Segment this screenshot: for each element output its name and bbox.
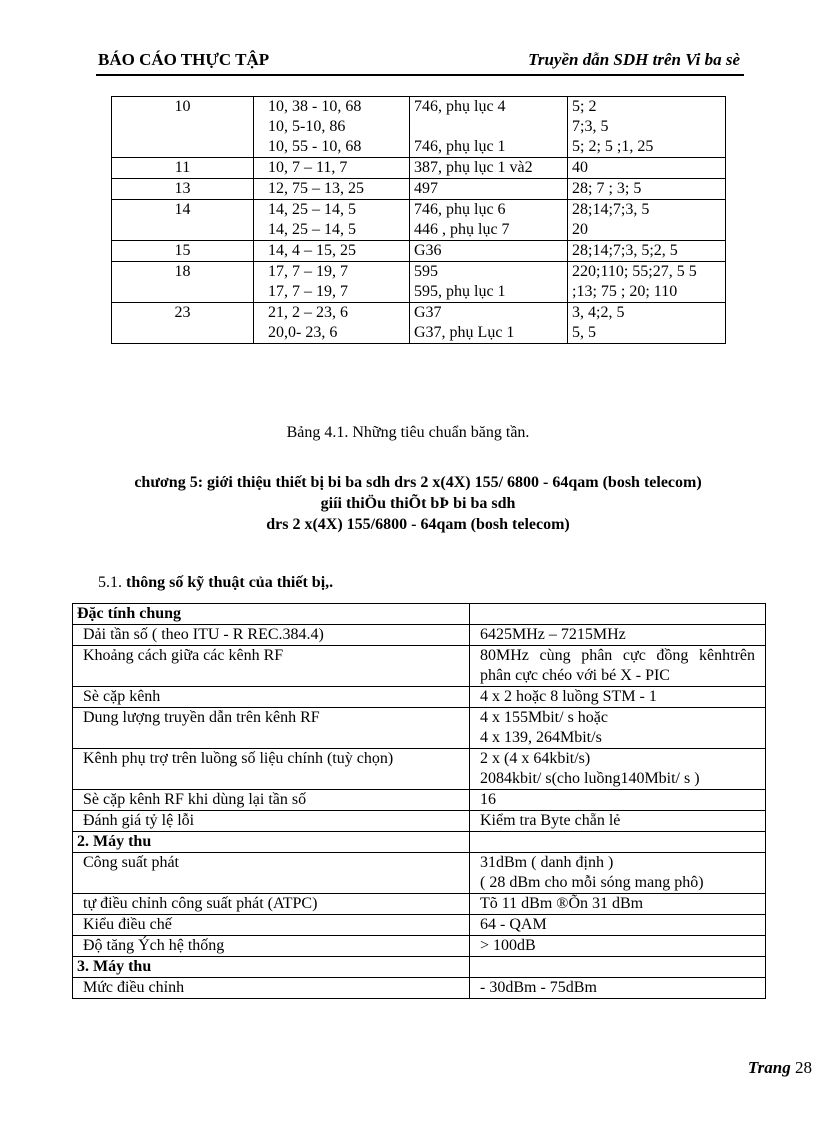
frequency-standards-table	[111, 96, 726, 344]
chapter-heading	[110, 472, 726, 535]
cell-text: 497	[414, 180, 438, 197]
table-row	[112, 97, 726, 158]
spec-label: Kiểu điều chế	[73, 915, 470, 936]
section-title: thông số kỹ thuật của thiết bị,.	[126, 574, 334, 591]
spec-row	[73, 625, 766, 646]
cell-text: 28;14;7;3, 5	[572, 201, 650, 218]
table-cell	[254, 200, 410, 241]
spec-label: Công suất phát	[73, 853, 470, 894]
spec-value-text: 2 x (4 x 64kbit/s)	[480, 750, 591, 767]
spec-row	[73, 749, 766, 790]
cell-text: 40	[572, 159, 588, 176]
table-cell	[410, 303, 568, 344]
cell-text: 20	[572, 221, 588, 238]
spec-value	[470, 625, 766, 646]
spec-label: Khoảng cách giữa các kênh RF	[73, 646, 470, 687]
cell-text: 20,0- 23, 6	[268, 324, 338, 341]
table-cell	[410, 97, 568, 158]
section-heading	[98, 574, 333, 592]
cell-text: 5; 2; 5 ;1, 25	[572, 138, 654, 155]
spec-row	[73, 894, 766, 915]
cell-text: 11	[174, 159, 191, 176]
cell-text: 746, phụ lục 6	[414, 201, 506, 218]
section-row	[73, 957, 766, 978]
cell-text: 446 , phụ lục 7	[414, 221, 510, 238]
table-cell	[568, 241, 726, 262]
spec-value	[470, 853, 766, 894]
cell-text: 28;14;7;3, 5;2, 5	[572, 242, 678, 259]
cell-text: 5; 2	[572, 98, 597, 115]
spec-value-text: 4 x 2 hoặc 8 luồng STM - 1	[480, 688, 657, 705]
cell-text: 17, 7 – 19, 7	[268, 283, 348, 300]
spec-value	[470, 978, 766, 999]
table-cell	[410, 241, 568, 262]
spec-value-text: 80MHz cùng phân cực đồng kênhtrên phân cực chéo với bé X - PIC	[480, 647, 755, 684]
cell-text: 12, 75 – 13, 25	[268, 180, 364, 197]
cell-text: 746, phụ lục 4	[414, 98, 506, 115]
spec-value-text: ( 28 dBm cho mỗi sóng mang phô)	[480, 874, 704, 891]
spec-label: Dung lượng truyền dẫn trên kênh RF	[73, 708, 470, 749]
page-label: Trang	[747, 1058, 791, 1077]
cell-text: 746, phụ lục 1	[414, 138, 506, 155]
cell-text: 10, 38 - 10, 68	[268, 98, 362, 115]
table-cell	[410, 262, 568, 303]
table-cell	[568, 262, 726, 303]
table-cell	[568, 97, 726, 158]
spec-value	[470, 915, 766, 936]
table-cell	[112, 241, 254, 262]
chapter-title: chương 5: giới thiệu thiết bị bi ba sdh drs 2 x(4X) 155/ 6800 - 64qam (bosh telecom)	[134, 474, 702, 491]
spec-value-text: Tõ 11 dBm ®Õn 31 dBm	[480, 895, 644, 912]
spec-label: 2. Máy thu	[73, 832, 470, 853]
spec-row	[73, 936, 766, 957]
table-row	[112, 179, 726, 200]
spec-row	[73, 811, 766, 832]
table-cell	[568, 303, 726, 344]
cell-text: 18	[174, 263, 191, 280]
cell-text: 10	[174, 98, 191, 115]
table-row	[112, 158, 726, 179]
spec-value	[470, 894, 766, 915]
table-cell	[112, 179, 254, 200]
spec-value	[470, 811, 766, 832]
cell-text: 387, phụ lục 1 và2	[414, 159, 533, 176]
spec-value	[470, 936, 766, 957]
spec-label: Sè cặp kênh	[73, 687, 470, 708]
spec-value-text: 16	[480, 791, 496, 808]
table-row	[112, 200, 726, 241]
table-cell	[112, 158, 254, 179]
table-cell	[568, 200, 726, 241]
cell-text: 595, phụ lục 1	[414, 283, 506, 300]
cell-text: 10, 7 – 11, 7	[268, 159, 348, 176]
spec-value	[470, 832, 766, 853]
spec-row	[73, 853, 766, 894]
spec-row	[73, 687, 766, 708]
equipment-spec-table	[72, 603, 766, 999]
page-value: 28	[795, 1058, 812, 1077]
spec-label: 3. Máy thu	[73, 957, 470, 978]
cell-text: 14, 25 – 14, 5	[268, 201, 356, 218]
cell-text: 13	[174, 180, 191, 197]
spec-label: Đặc tính chung	[73, 604, 470, 625]
cell-text: 7;3, 5	[572, 118, 609, 135]
cell-text: 10, 5-10, 86	[268, 118, 346, 135]
spec-value-text: 31dBm ( danh định )	[480, 854, 614, 871]
spec-value	[470, 604, 766, 625]
spec-value-text: 4 x 155Mbit/ s hoặc	[480, 709, 608, 726]
cell-text: 23	[174, 304, 191, 321]
spec-value	[470, 708, 766, 749]
section-row	[73, 832, 766, 853]
spec-row	[73, 915, 766, 936]
spec-value	[470, 790, 766, 811]
spec-value-text: 2084kbit/ s(cho luồng140Mbit/ s )	[480, 770, 700, 787]
spec-row	[73, 708, 766, 749]
table-row	[112, 262, 726, 303]
spec-value	[470, 957, 766, 978]
table-row	[112, 303, 726, 344]
table-cell	[254, 97, 410, 158]
cell-text: 3, 4;2, 5	[572, 304, 625, 321]
spec-value-text: 6425MHz – 7215MHz	[480, 626, 626, 643]
table-caption: Bảng 4.1. Những tiêu chuẩn băng tần.	[286, 424, 530, 441]
table-cell	[568, 158, 726, 179]
cell-text: 28; 7 ; 3; 5	[572, 180, 642, 197]
spec-value	[470, 749, 766, 790]
spec-row	[73, 646, 766, 687]
cell-text: 17, 7 – 19, 7	[268, 263, 348, 280]
table-cell	[112, 97, 254, 158]
chapter-subtitle-2: drs 2 x(4X) 155/6800 - 64qam (bosh telecom)	[266, 516, 570, 533]
spec-value-text: Kiểm tra Byte chẵn lẻ	[480, 812, 621, 829]
table-cell	[254, 303, 410, 344]
spec-label: Mức điều chỉnh	[73, 978, 470, 999]
cell-text: 15	[174, 242, 191, 259]
report-title: BÁO CÁO THỰC TẬP	[98, 50, 270, 69]
cell-text: 21, 2 – 23, 6	[268, 304, 348, 321]
spec-label: tự điều chỉnh công suất phát (ATPC)	[73, 894, 470, 915]
table-cell	[410, 200, 568, 241]
spec-value-text: - 30dBm - 75dBm	[480, 979, 597, 996]
cell-text: G37	[414, 304, 442, 321]
spec-value	[470, 687, 766, 708]
cell-text: G36	[414, 242, 442, 259]
cell-text: 220;110; 55;27, 5 5 ;13; 75 ; 20; 110	[572, 263, 697, 300]
table-cell	[254, 179, 410, 200]
spec-label: Sè cặp kênh RF khi dùng lại tần số	[73, 790, 470, 811]
page-number	[748, 1058, 812, 1078]
spec-label: Kênh phụ trợ trên luồng số liệu chính (tuỳ chọn)	[73, 749, 470, 790]
cell-text: 5, 5	[572, 324, 596, 341]
section-number: 5.1.	[98, 574, 122, 591]
cell-text: 14, 4 – 15, 25	[268, 242, 356, 259]
cell-text	[414, 117, 563, 137]
document-topic: Truyền dẫn SDH trên Vi ba sè	[528, 50, 740, 69]
table-cell	[112, 262, 254, 303]
table-cell	[410, 158, 568, 179]
table-cell	[254, 241, 410, 262]
table-row	[112, 241, 726, 262]
spec-label: Dải tần số ( theo ITU - R REC.384.4)	[73, 625, 470, 646]
table-cell	[112, 303, 254, 344]
section-row	[73, 604, 766, 625]
table-cell	[254, 158, 410, 179]
spec-value-text: 4 x 139, 264Mbit/s	[480, 729, 602, 746]
table-cell	[410, 179, 568, 200]
spec-row	[73, 978, 766, 999]
table-cell	[112, 200, 254, 241]
cell-text: 14, 25 – 14, 5	[268, 221, 356, 238]
spec-value-text: 64 - QAM	[480, 916, 547, 933]
page-header	[98, 48, 740, 74]
cell-text: 14	[174, 201, 191, 218]
header-divider	[96, 74, 744, 76]
chapter-subtitle-1: giíi thiÖu thiÕt bÞ bi ba sdh	[320, 495, 516, 512]
table-cell	[568, 179, 726, 200]
table-cell	[254, 262, 410, 303]
spec-value	[470, 646, 766, 687]
spec-label: Đánh giá tỷ lệ lỗi	[73, 811, 470, 832]
spec-row	[73, 790, 766, 811]
cell-text: G37, phụ Lục 1	[414, 324, 515, 341]
cell-text: 595	[414, 263, 438, 280]
spec-value-text: > 100dB	[480, 937, 536, 954]
spec-label: Độ tăng Ých hệ thống	[73, 936, 470, 957]
cell-text: 10, 55 - 10, 68	[268, 138, 362, 155]
